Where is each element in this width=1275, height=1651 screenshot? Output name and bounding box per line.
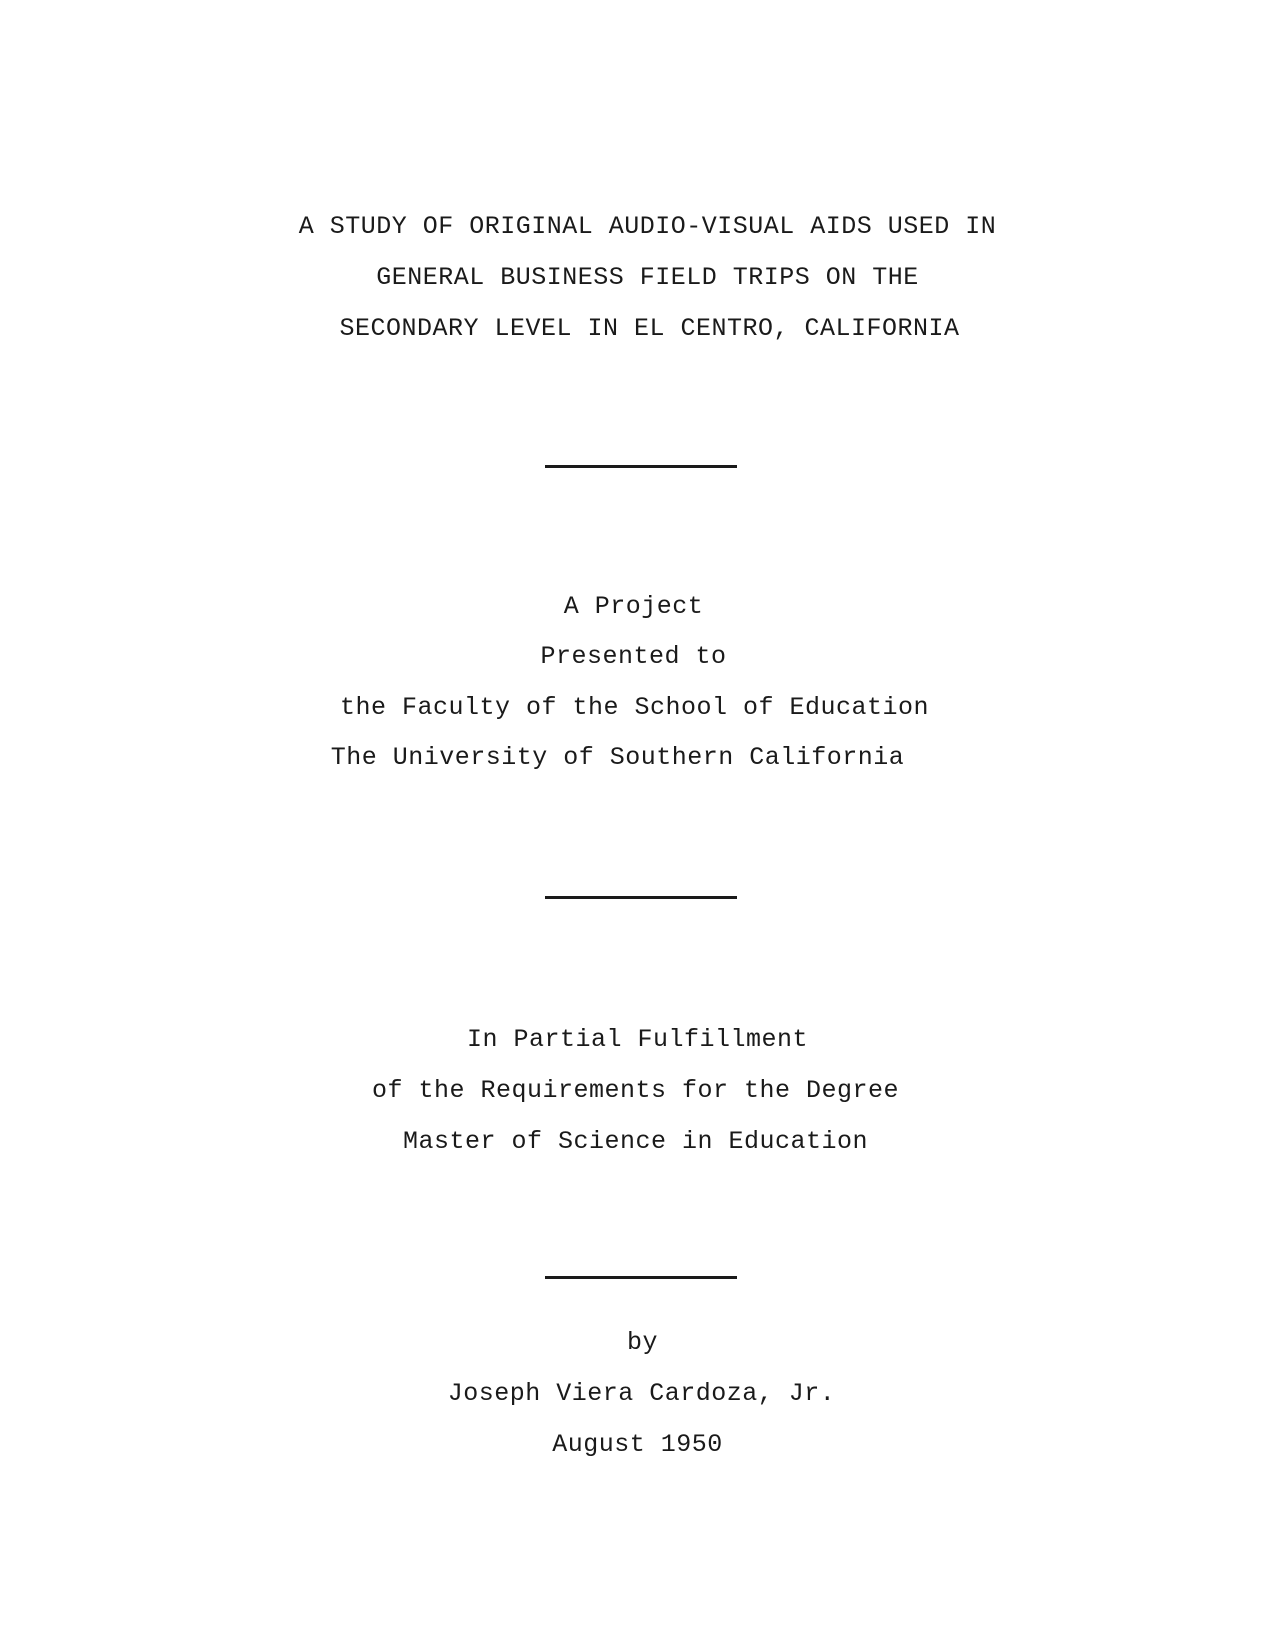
title-line-3: SECONDARY LEVEL IN EL CENTRO, CALIFORNIA — [339, 314, 960, 343]
fulfillment-line-3: Master of Science in Education — [402, 1127, 869, 1156]
divider-rule-3 — [545, 1276, 737, 1279]
divider-rule-2 — [545, 896, 737, 899]
presentation-line-4: The University of Southern California — [330, 743, 905, 772]
byline-by: by — [626, 1328, 658, 1357]
presentation-line-2: Presented to — [540, 642, 727, 671]
fulfillment-line-2: of the Requirements for the Degree — [371, 1076, 900, 1105]
submission-date: August 1950 — [552, 1430, 723, 1459]
fulfillment-line-1: In Partial Fulfillment — [466, 1025, 809, 1054]
presentation-line-3: the Faculty of the School of Education — [339, 693, 930, 722]
title-line-1: A STUDY OF ORIGINAL AUDIO-VISUAL AIDS USED IN — [298, 212, 997, 241]
author-name: Joseph Viera Cardoza, Jr. — [447, 1379, 836, 1408]
divider-rule-1 — [545, 465, 737, 468]
presentation-line-1: A Project — [563, 592, 704, 621]
title-line-2: GENERAL BUSINESS FIELD TRIPS ON THE — [376, 263, 919, 292]
